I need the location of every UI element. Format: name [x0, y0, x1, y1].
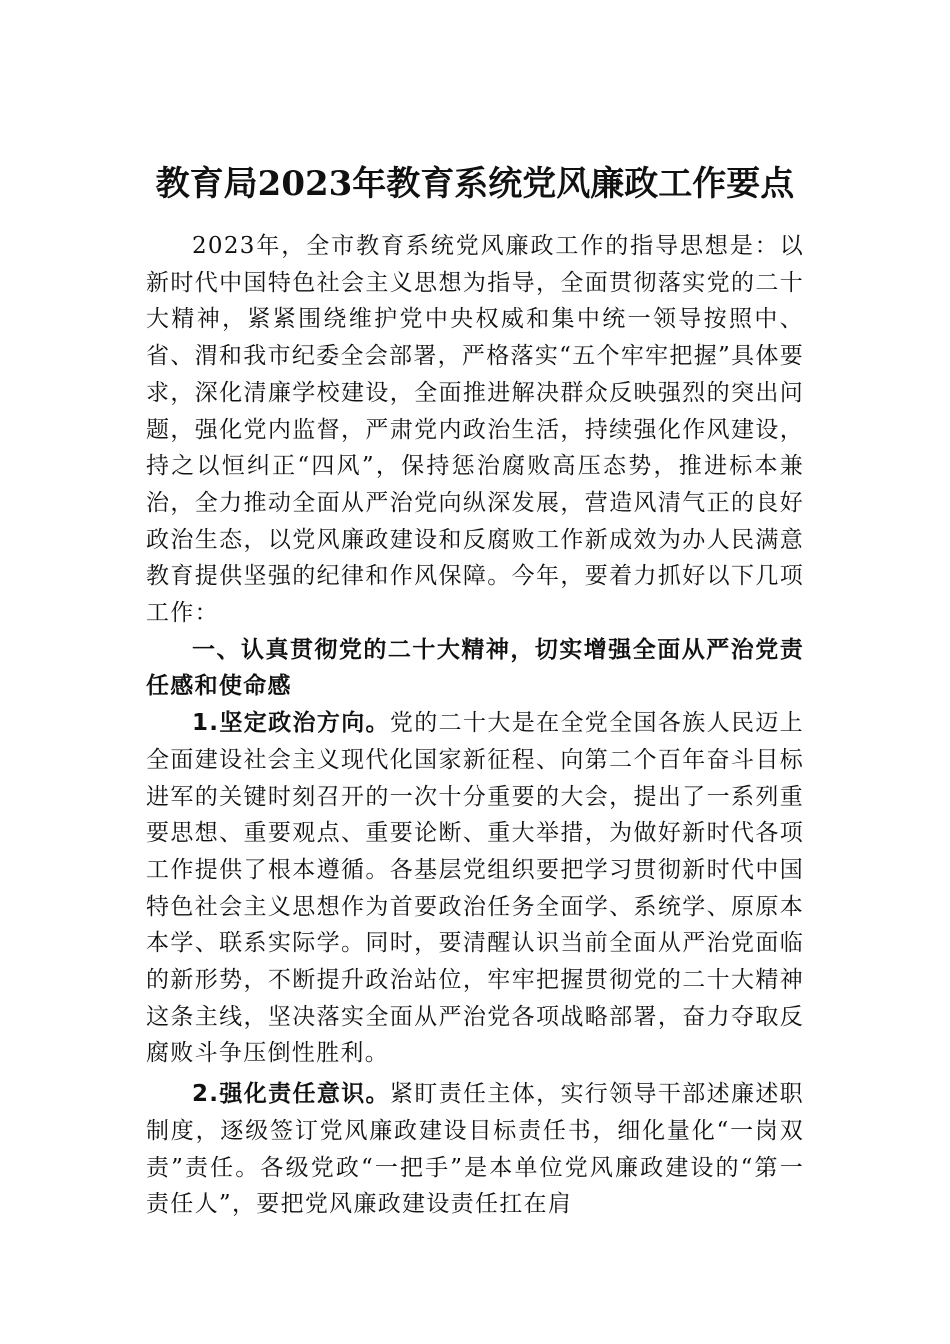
document-body	[146, 228, 804, 1223]
item-text-2: 紧盯责任主体，实行领导干部述廉述职制度，逐级签订党风廉政建设目标责任书，细化量化“一岗双责”责任。各级党政“一把手”是本单位党风廉政建设的“第一责任人”，要把党风廉政建设责任扛在肩	[146, 1081, 804, 1218]
section-heading-1: 一、认真贯彻党的二十大精神，切实增强全面从严治党责任感和使命感	[146, 636, 804, 700]
document-title: 教育局2023年教育系统党风廉政工作要点	[155, 164, 795, 204]
item-text-1: 党的二十大是在全党全国各族人民迈上全面建设社会主义现代化国家新征程、向第二个百年奋斗目标进军的关键时刻召开的一次十分重要的大会，提出了一系列重要思想、重要观点、重要论断、重大举措，为做好新时代各项工作提供了根本遵循。各基层党组织要把学习贯彻新时代中国特色社会主义思想作为首要政治任务全面学、系统学、原原本本学、联系实际学。同时，要清醒认识当前全面从严治党面临的新形势，不断提升政治站位，牢牢把握贯彻党的二十大精神这条主线，坚决落实全面从严治党各项战略部署，奋力夺取反腐败斗争压倒性胜利。	[146, 710, 804, 1067]
item-lead-2: 2.强化责任意识。	[192, 1081, 390, 1108]
intro-paragraph: 2023年，全市教育系统党风廉政工作的指导思想是：以新时代中国特色社会主义思想为指导，全面贯彻落实党的二十大精神，紧紧围绕维护党中央权威和集中统一领导按照中、省、渭和我市纪委全会部署，严格落实“五个牢牢把握”具体要求，深化清廉学校建设，全面推进解决群众反映强烈的突出问题，强化党内监督，严肃党内政治生活，持续强化作风建设，持之以恒纠正“四风”，保持惩治腐败高压态势，推进标本兼治，全力推动全面从严治党向纵深发展，营造风清气正的良好政治生态，以党风廉政建设和反腐败工作新成效为办人民满意教育提供坚强的纪律和作风保障。今年，要着力抓好以下几项工作：	[146, 233, 804, 627]
item-lead-1: 1.坚定政治方向。	[192, 710, 390, 737]
item-paragraph-2	[146, 1076, 804, 1223]
item-paragraph-1	[146, 705, 804, 1072]
